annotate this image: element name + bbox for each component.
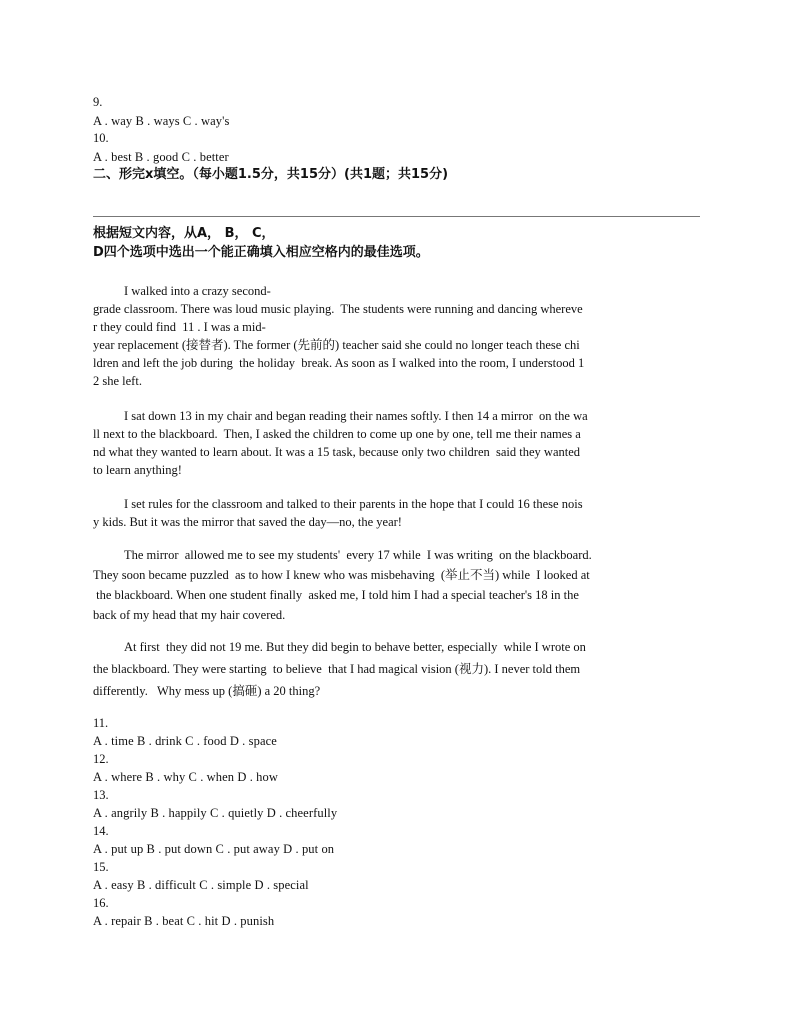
question-9-options: A . way B . ways C . way's [93,114,230,128]
instruction-line-1: 根据短文内容，从A， B， C， [93,226,275,241]
passage-line: the blackboard. They were starting to believe that I had magical vision (视力). I never told them [93,662,581,676]
question-11-options: A . time B . drink C . food D . space [93,734,277,748]
instruction-line-2: D四个选项中选出一个能正确填入相应空格内的最佳选项。 [93,245,429,260]
question-16-number: 16. [93,896,109,910]
passage-line: the blackboard. When one student finally asked me, I told him I had a special teacher's 18 in the [93,588,579,602]
section-heading: 二、形完x填空。（每小题1.5分，共15分）(共1题；共15分) [93,167,449,182]
passage-line: I sat down 13 in my chair and began reading their names softly. I then 14 a mirror on the wa [124,409,588,423]
passage-line: grade classroom. There was loud music playing. The students were running and dancing whereve [93,302,583,316]
passage-line: At first they did not 19 me. But they did begin to behave better, especially while I wrote on [124,640,586,654]
passage-line: The mirror allowed me to see my students' every 17 while I was writing on the blackboard. [124,548,592,562]
question-12-number: 12. [93,752,109,766]
question-10-options: A . best B . good C . better [93,150,229,164]
passage-paragraph-1 [93,282,700,390]
passage-line: differently. Why mess up (搞砸) a 20 thing? [93,684,321,698]
passage-line: I set rules for the classroom and talked to their parents in the hope that I could 16 these nois [124,497,583,511]
passage-line: nd what they wanted to learn about. It was a 15 task, because only two children said they wanted [93,445,581,459]
question-10-number: 10. [93,131,109,145]
question-15-options: A . easy B . difficult C . simple D . special [93,878,309,892]
question-16-options: A . repair B . beat C . hit D . punish [93,914,275,928]
passage-paragraph-5 [93,636,700,702]
passage-line: y kids. But it was the mirror that saved the day—no, the year! [93,515,402,529]
question-9-number: 9. [93,95,103,109]
question-12-options: A . where B . why C . when D . how [93,770,278,784]
passage-line: They soon became puzzled as to how I knew who was misbehaving (举止不当) while I looked at [93,568,590,582]
question-14-number: 14. [93,824,109,838]
question-13-options: A . angrily B . happily C . quietly D . cheerfully [93,806,338,820]
passage-line: r they could find 11 . I was a mid- [93,320,266,334]
question-11-number: 11. [93,716,109,730]
question-13-number: 13. [93,788,109,802]
passage-line: year replacement (接替者). The former (先前的) teacher said she could no longer teach these chi [93,338,580,352]
passage-paragraph-4 [93,545,700,625]
section-divider [93,216,700,217]
passage-line: 2 she left. [93,374,142,388]
passage-line: back of my head that my hair covered. [93,608,286,622]
question-15-number: 15. [93,860,109,874]
passage-line: I walked into a crazy second- [124,284,271,298]
passage-line: to learn anything! [93,463,182,477]
passage-paragraph-3 [93,495,700,531]
question-14-options: A . put up B . put down C . put away D . put on [93,842,335,856]
passage-line: ll next to the blackboard. Then, I asked the children to come up one by one, tell me their names a [93,427,581,441]
passage-paragraph-2 [93,407,700,479]
passage-line: ldren and left the job during the holiday break. As soon as I walked into the room, I understood 1 [93,356,585,370]
